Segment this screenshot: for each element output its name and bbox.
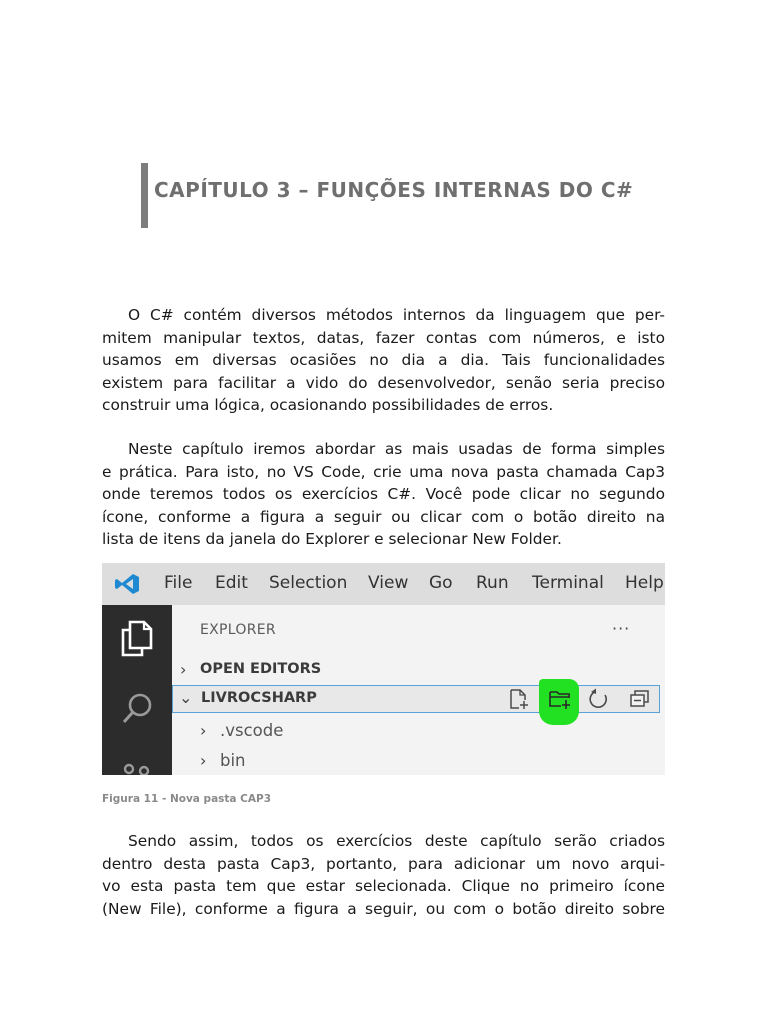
- paragraph-line: ícone, conforme a figura a seguir ou clicar com o botão direito na: [102, 507, 665, 526]
- search-icon[interactable]: [121, 691, 155, 729]
- paragraph-line: O C# contém diversos métodos internos da linguagem que per-: [128, 306, 665, 324]
- paragraph-continuation: [102, 830, 665, 920]
- paragraph-line: Sendo assim, todos os exercícios deste capítulo serão criados: [128, 832, 665, 850]
- vscode-logo-icon: [114, 573, 140, 595]
- tree-item-label: .vscode: [220, 721, 284, 740]
- paragraph-line: usamos em diversas ocasiões no dia a dia. Tais funcionalidades: [102, 351, 665, 369]
- menu-selection[interactable]: Selection: [269, 573, 348, 593]
- chevron-down-icon: ⌄: [179, 688, 193, 707]
- new-folder-icon[interactable]: [548, 688, 572, 710]
- menu-edit[interactable]: Edit: [215, 573, 248, 593]
- menu-help[interactable]: Help: [625, 573, 664, 593]
- paragraph-line: construir uma lógica, ocasionando possibilidades de erros.: [102, 396, 554, 414]
- tree-item-vscode[interactable]: [172, 717, 660, 745]
- paragraph-line: (New File), conforme a figura a seguir, ou com o botão direito sobre: [102, 899, 665, 918]
- figure-caption: Figura 11 - Nova pasta CAP3: [102, 793, 271, 805]
- open-editors-section[interactable]: [172, 656, 660, 684]
- new-file-icon[interactable]: [508, 688, 530, 710]
- chevron-right-icon: ›: [200, 721, 207, 740]
- paragraph-line: mitem manipular textos, datas, fazer contas com números, e isto: [102, 328, 665, 347]
- chapter-accent-bar: [141, 163, 148, 228]
- chevron-right-icon: ›: [200, 751, 207, 770]
- paragraph-line: e prática. Para isto, no VS Code, crie uma nova pasta chamada Cap3: [102, 462, 665, 481]
- files-icon[interactable]: [120, 619, 154, 657]
- paragraph-line: dentro desta pasta Cap3, portanto, para adicionar um novo arqui-: [102, 854, 665, 873]
- refresh-icon[interactable]: [588, 688, 610, 710]
- paragraph-line: onde teremos todos os exercícios C#. Você pode clicar no segundo: [102, 485, 665, 503]
- paragraph-line: lista de itens da janela do Explorer e selecionar New Folder.: [102, 530, 562, 548]
- chevron-right-icon: ›: [180, 660, 187, 679]
- collapse-all-icon[interactable]: [629, 688, 651, 710]
- menu-terminal[interactable]: Terminal: [532, 573, 604, 593]
- paragraph-line: Neste capítulo iremos abordar as mais usadas de forma simples: [128, 440, 665, 458]
- project-folder-label: LIVROCSHARP: [201, 690, 317, 706]
- paragraph-instructions: [102, 438, 665, 551]
- paragraph-intro: [102, 304, 665, 417]
- source-control-icon[interactable]: [122, 759, 152, 775]
- tree-item-bin[interactable]: [172, 747, 660, 775]
- open-editors-label: OPEN EDITORS: [200, 661, 322, 677]
- vscode-screenshot-figure: [102, 563, 665, 775]
- tree-item-label: bin: [220, 751, 246, 770]
- explorer-title: EXPLORER: [200, 622, 276, 638]
- menu-file[interactable]: File: [164, 573, 193, 593]
- paragraph-line: existem para facilitar a vido do desenvolvedor, senão seria preciso: [102, 373, 665, 392]
- menu-go[interactable]: Go: [429, 573, 453, 593]
- chapter-title: CAPÍTULO 3 – FUNÇÕES INTERNAS DO C#: [154, 178, 634, 202]
- menu-run[interactable]: Run: [476, 573, 509, 593]
- paragraph-line: vo esta pasta tem que estar selecionada. Clique no primeiro ícone: [102, 877, 665, 895]
- menu-bar: [102, 563, 665, 605]
- menu-view[interactable]: View: [368, 573, 409, 593]
- project-folder-row[interactable]: [172, 685, 660, 713]
- more-actions-icon[interactable]: ···: [612, 619, 631, 638]
